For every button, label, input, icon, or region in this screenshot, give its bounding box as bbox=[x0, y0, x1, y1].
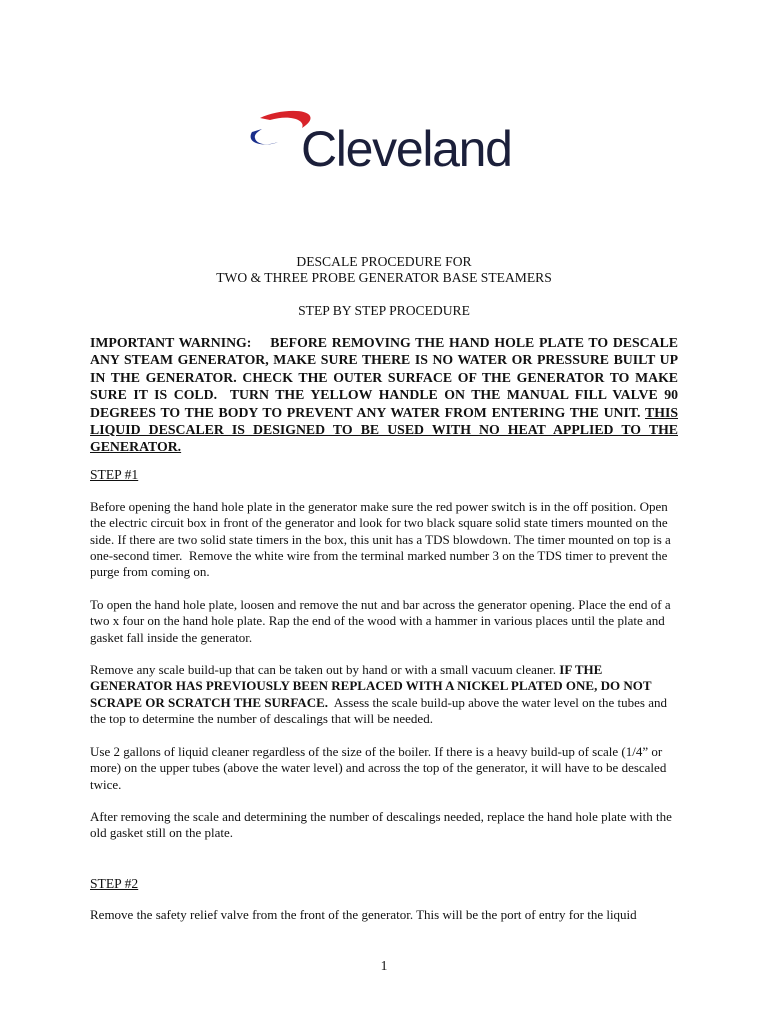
step-2-paragraph-1: Remove the safety relief valve from the front of the generator. This will be the port of entry for the liquid bbox=[90, 907, 637, 922]
step-1-heading: STEP #1 bbox=[90, 467, 139, 482]
step-1-paragraph-4: Use 2 gallons of liquid cleaner regardless of the size of the boiler. If there is a heavy build-up of scale (1/4” or more) on the upper tubes (above the water level) and across the top of the generator, it will have to be descaled twice. bbox=[90, 744, 667, 792]
step-1-paragraph-3 bbox=[90, 662, 682, 727]
warning-underlined-text: THIS LIQUID DESCALER IS DESIGNED TO BE USED WITH NO HEAT APPLIED TO THE GENERATOR. bbox=[90, 404, 678, 455]
paragraph-3-text: Remove any scale build-up that can be taken out by hand or with a small vacuum cleaner. bbox=[90, 662, 560, 677]
important-warning bbox=[90, 334, 678, 456]
step-1-paragraph-1: Before opening the hand hole plate in the generator make sure the red power switch is in the off position. Open the electric circuit box in front of the generator and look for two black square solid state timers mounted on the side. If there are two solid state timers in the box, this unit has a TDS blowdown. The timer mounted on top is a one-second timer. Remove the white wire from the terminal marked number 3 on the TDS timer to prevent the purge from coming on. bbox=[90, 499, 671, 580]
step-1-paragraph-2: To open the hand hole plate, loosen and remove the nut and bar across the generator opening. Place the end of a two x four on the hand hole plate. Rap the end of the wood with a hammer in various places until the plate and gasket fall inside the generator. bbox=[90, 597, 671, 645]
nickel-plated-warning: IF THE GENERATOR HAS PREVIOUSLY BEEN REPLACED WITH A NICKEL PLATED ONE, DO NOT SCRAPE OR SCRATCH THE SURFACE. bbox=[90, 662, 652, 710]
document-subtitle: STEP BY STEP PROCEDURE bbox=[298, 303, 470, 318]
document-title-line-1: DESCALE PROCEDURE FOR bbox=[296, 254, 472, 269]
step-2-heading: STEP #2 bbox=[90, 876, 139, 891]
page-number: 1 bbox=[380, 958, 388, 973]
paragraph-3-continued: Assess the scale build-up above the water level on the tubes and the top to determine the number of descalings that will be needed. bbox=[90, 694, 668, 726]
document-title-line-2: TWO & THREE PROBE GENERATOR BASE STEAMERS bbox=[216, 270, 552, 285]
cleveland-logo bbox=[240, 108, 540, 178]
warning-text: IMPORTANT WARNING: BEFORE REMOVING THE HAND HOLE PLATE TO DESCALE ANY STEAM GENERATOR, MAKE SURE THERE IS NO WATER OR PRESSURE BUILT UP IN THE GENERATOR. CHECK THE OUTER SURFACE OF THE GENERATOR TO MAKE SURE IT IS COLD. TURN THE YELLOW HANDLE ON THE MANUAL FILL VALVE 90 DEGREES TO THE BODY TO PREVENT ANY WATER FROM ENTERING THE UNIT. bbox=[90, 335, 678, 420]
step-1-paragraph-5: After removing the scale and determining the number of descalings needed, replace the hand hole plate with the old gasket still on the plate. bbox=[90, 809, 672, 841]
logo-wordmark: Cleveland bbox=[301, 121, 512, 177]
